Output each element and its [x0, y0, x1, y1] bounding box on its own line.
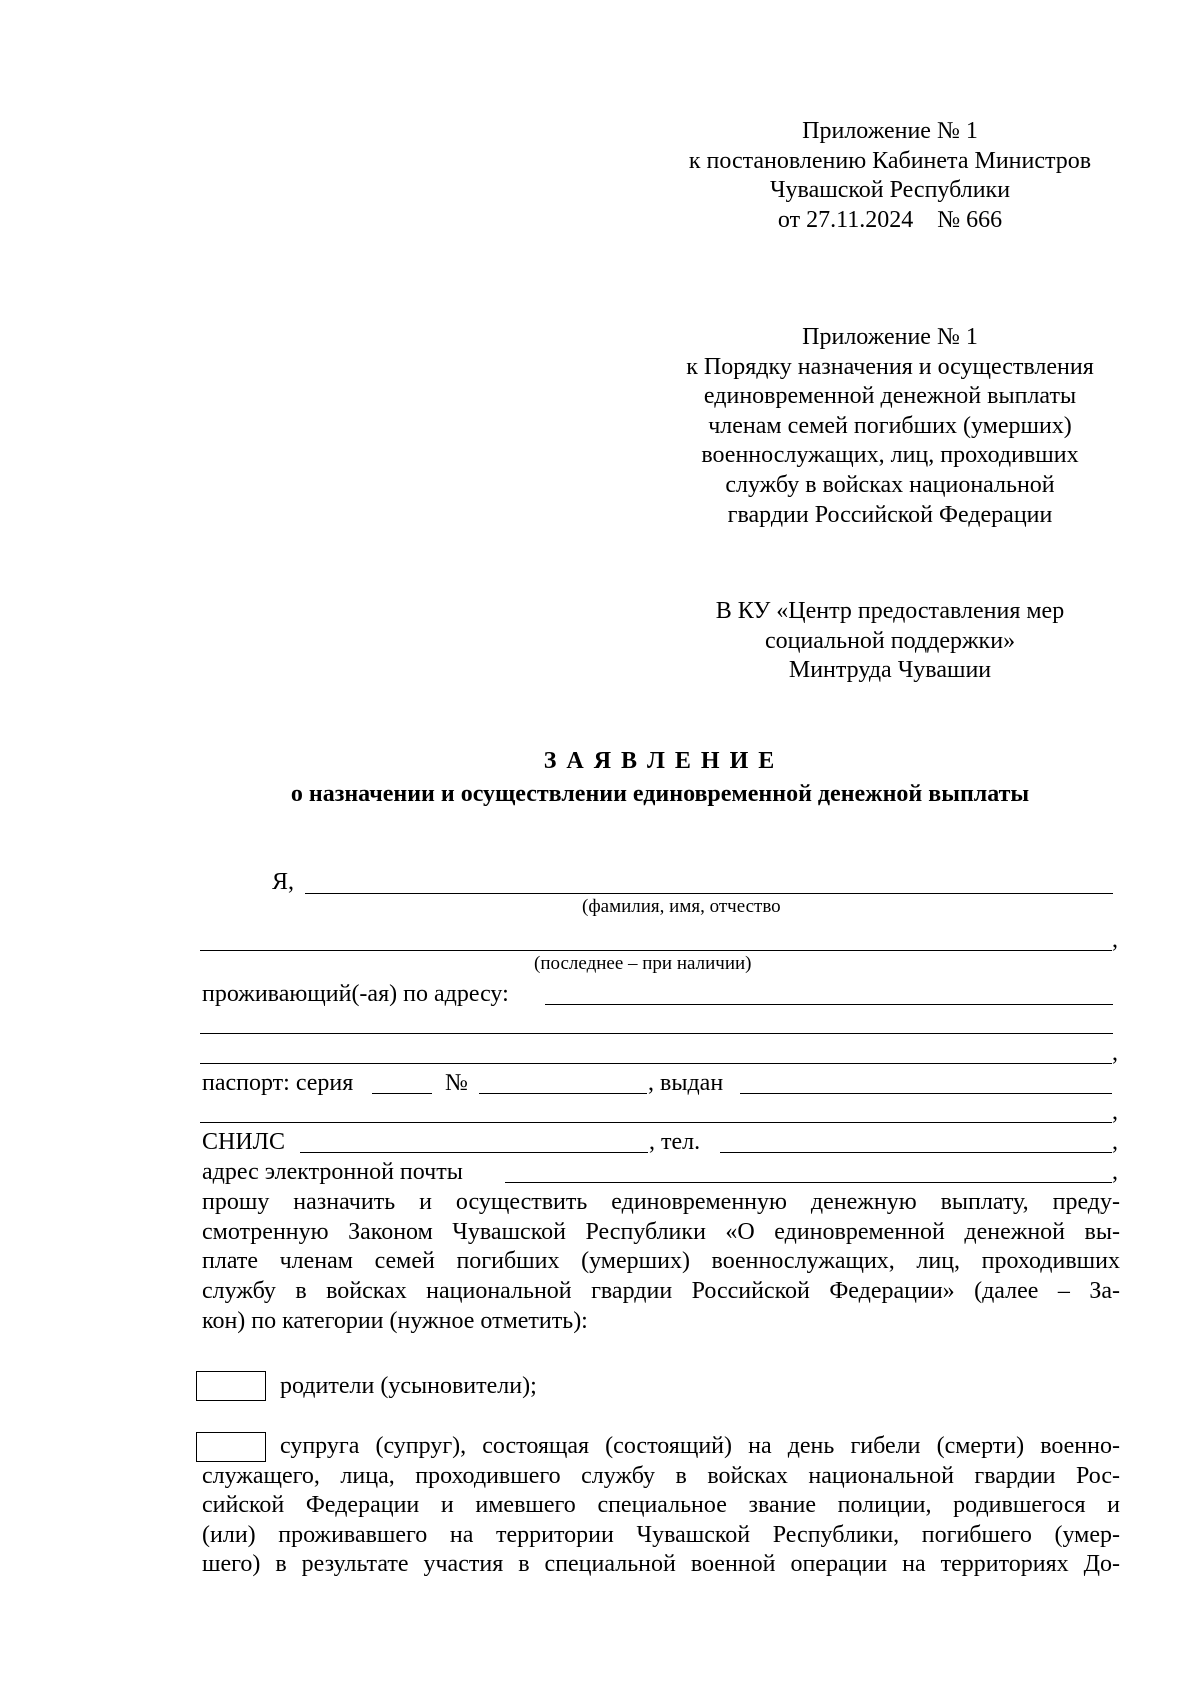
request-line: прошу назначить и осуществить единовременную денежную выплату, преду-	[202, 1189, 1120, 1215]
comma: ,	[1112, 1159, 1118, 1185]
passport-issued-label: , выдан	[648, 1070, 724, 1096]
request-line: смотренную Законом Чувашской Республики «О единовременной денежной вы-	[202, 1218, 1120, 1245]
fio-field-line[interactable]	[305, 893, 1113, 894]
comma: ,	[1112, 1129, 1118, 1155]
passport-number-label: №	[445, 1070, 468, 1096]
attachment-order-block	[640, 323, 1140, 530]
spouse-checkbox[interactable]	[196, 1432, 266, 1462]
phone-label: , тел.	[649, 1129, 701, 1155]
attachment-main-line: Приложение № 1	[802, 118, 978, 144]
address-field-line-3[interactable]	[200, 1063, 1112, 1064]
passport-series-field[interactable]	[372, 1093, 432, 1094]
attachment-main-date: от 27.11.2024 № 666	[777, 206, 1003, 233]
comma: ,	[1112, 1099, 1118, 1125]
addressee-line: В КУ «Центр предоставления мер	[715, 598, 1065, 624]
spouse-option-line: сийской Федерации и имевшего специальное звание полиции, родившегося и	[202, 1492, 1120, 1518]
phone-field[interactable]	[720, 1152, 1112, 1153]
i-label: Я,	[272, 869, 295, 895]
passport-number-field[interactable]	[479, 1093, 647, 1094]
addressee-line: Минтруда Чувашии	[788, 657, 992, 684]
attachment-order-line: военнослужащих, лиц, проходивших	[701, 442, 1079, 469]
attachment-order-line: членам семей погибших (умерших)	[708, 412, 1072, 439]
passport-issued-field-2[interactable]	[200, 1122, 1112, 1123]
snils-field[interactable]	[300, 1152, 648, 1153]
attachment-main-line: Чувашской Республики	[769, 177, 1011, 204]
address-field-line-2[interactable]	[200, 1033, 1113, 1034]
fio-caption-2: (последнее – при наличии)	[534, 953, 752, 974]
document-title: З А Я В Л Е Н И Е	[543, 748, 777, 774]
passport-label: паспорт: серия	[202, 1070, 354, 1096]
attachment-order-line: службу в войсках национальной	[725, 471, 1055, 498]
email-field[interactable]	[505, 1182, 1112, 1183]
spouse-option-line: служащего, лица, проходившего службу в войсках национальной гвардии Рос-	[202, 1462, 1120, 1489]
parents-checkbox[interactable]	[196, 1371, 266, 1401]
addressee-block	[640, 597, 1140, 686]
request-line-last: кон) по категории (нужное отметить):	[202, 1308, 588, 1334]
attachment-main-line: к постановлению Кабинета Министров	[688, 147, 1092, 174]
request-line: службу в войсках национальной гвардии Российской Федерации» (далее – За-	[202, 1277, 1120, 1304]
fio-caption: (фамилия, имя, отчество	[582, 896, 781, 917]
document-subtitle: о назначении и осуществлении единовременной денежной выплаты	[290, 781, 1030, 807]
attachment-order-line: Приложение № 1	[802, 324, 978, 350]
passport-issued-field[interactable]	[740, 1093, 1112, 1094]
comma: ,	[1112, 927, 1118, 953]
request-line: плате членам семей погибших (умерших) военнослужащих, лиц, проходивших	[202, 1248, 1120, 1274]
spouse-option-line: (или) проживавшего на территории Чувашской Республики, погибшего (умер-	[202, 1521, 1120, 1548]
attachment-order-line: к Порядку назначения и осуществления	[686, 353, 1094, 380]
attachment-order-line: единовременной денежной выплаты	[703, 383, 1077, 410]
comma: ,	[1112, 1040, 1118, 1066]
spouse-option-line: шего) в результате участия в специальной военной операции на территориях До-	[202, 1551, 1120, 1577]
addressee-line: социальной поддержки»	[764, 627, 1016, 654]
spouse-option-label: супруга (супруг), состоящая (состоящий) на день гибели (смерти) военно-	[280, 1433, 1120, 1459]
address-label: проживающий(-ая) по адресу:	[202, 981, 509, 1007]
snils-label: СНИЛС	[202, 1129, 285, 1155]
address-field-line[interactable]	[545, 1004, 1113, 1005]
parents-option-label: родители (усыновители);	[280, 1373, 537, 1399]
fio-field-line-2[interactable]	[200, 950, 1112, 951]
email-label: адрес электронной почты	[202, 1159, 463, 1185]
attachment-order-line: гвардии Российской Федерации	[727, 501, 1053, 528]
attachment-main-block	[640, 117, 1140, 235]
